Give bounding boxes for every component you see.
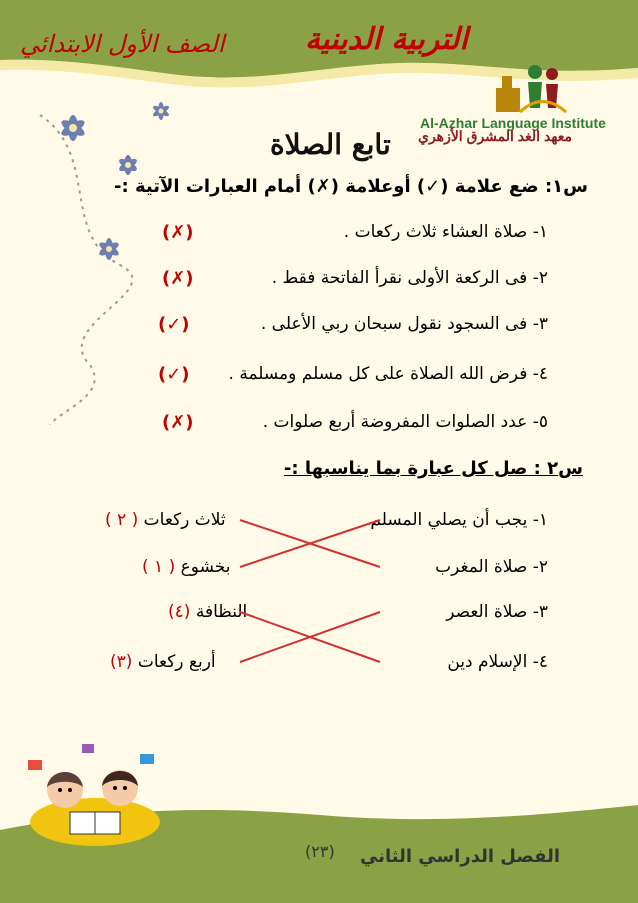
statement-4: ٤- فرض الله الصلاة على كل مسلم ومسلمة .: [228, 364, 548, 384]
kids-reading-illustration: [20, 742, 170, 852]
match-right-2: ٢- صلاة المغرب: [435, 557, 548, 577]
match-right-4: ٤- الإسلام دين: [447, 652, 548, 672]
logo-name-ar: معهد الغد المشرق الأزهري: [418, 128, 573, 144]
question-1-prompt: س١: ضع علامة (✓) أوعلامة (✗) أمام العبارات الآتية :-: [114, 176, 588, 197]
answer-mark-5: (✗): [162, 412, 194, 433]
statement-2: ٢- فى الركعة الأولى نقرأ الفاتحة فقط .: [271, 268, 548, 288]
match-left-answer-2: ( ١ ): [142, 557, 176, 577]
match-right-3: ٣- صلاة العصر: [446, 602, 548, 622]
page-number: (٢٣): [305, 842, 335, 861]
match-left-text-4: أربع ركعات: [137, 652, 216, 672]
term-label: الفصل الدراسي الثاني: [360, 846, 560, 867]
lesson-title: تابع الصلاة: [270, 128, 391, 161]
match-left-text-2: بخشوع: [180, 557, 231, 577]
grade-title: الصف الأول الابتدائي: [20, 30, 225, 58]
statement-5: ٥- عدد الصلوات المفروضة أربع صلوات .: [262, 412, 548, 432]
answer-mark-3: (✓): [158, 314, 190, 335]
answer-mark-1: (✗): [162, 222, 194, 243]
statement-3: ٣- فى السجود نقول سبحان ربي الأعلى .: [260, 314, 548, 334]
answer-mark-4: (✓): [158, 364, 190, 385]
answer-mark-2: (✗): [162, 268, 194, 289]
match-left-text-3: النظافة: [195, 602, 248, 622]
question-2-prompt: س٢ : صل كل عبارة بما يناسبها :-: [283, 458, 583, 479]
subject-title: التربية الدينية: [305, 22, 468, 57]
statement-1: ١- صلاة العشاء ثلاث ركعات .: [343, 222, 548, 242]
match-left-answer-3: (٤): [168, 602, 191, 622]
match-left-answer-1: ( ٢ ): [105, 510, 139, 530]
logo-name-en: Al-Azhar Language Institute: [420, 115, 606, 131]
match-left-answer-4: (٣): [110, 652, 133, 672]
match-left-text-1: ثلاث ركعات: [143, 510, 226, 530]
match-right-1: ١- يجب أن يصلي المسلم: [370, 510, 548, 530]
